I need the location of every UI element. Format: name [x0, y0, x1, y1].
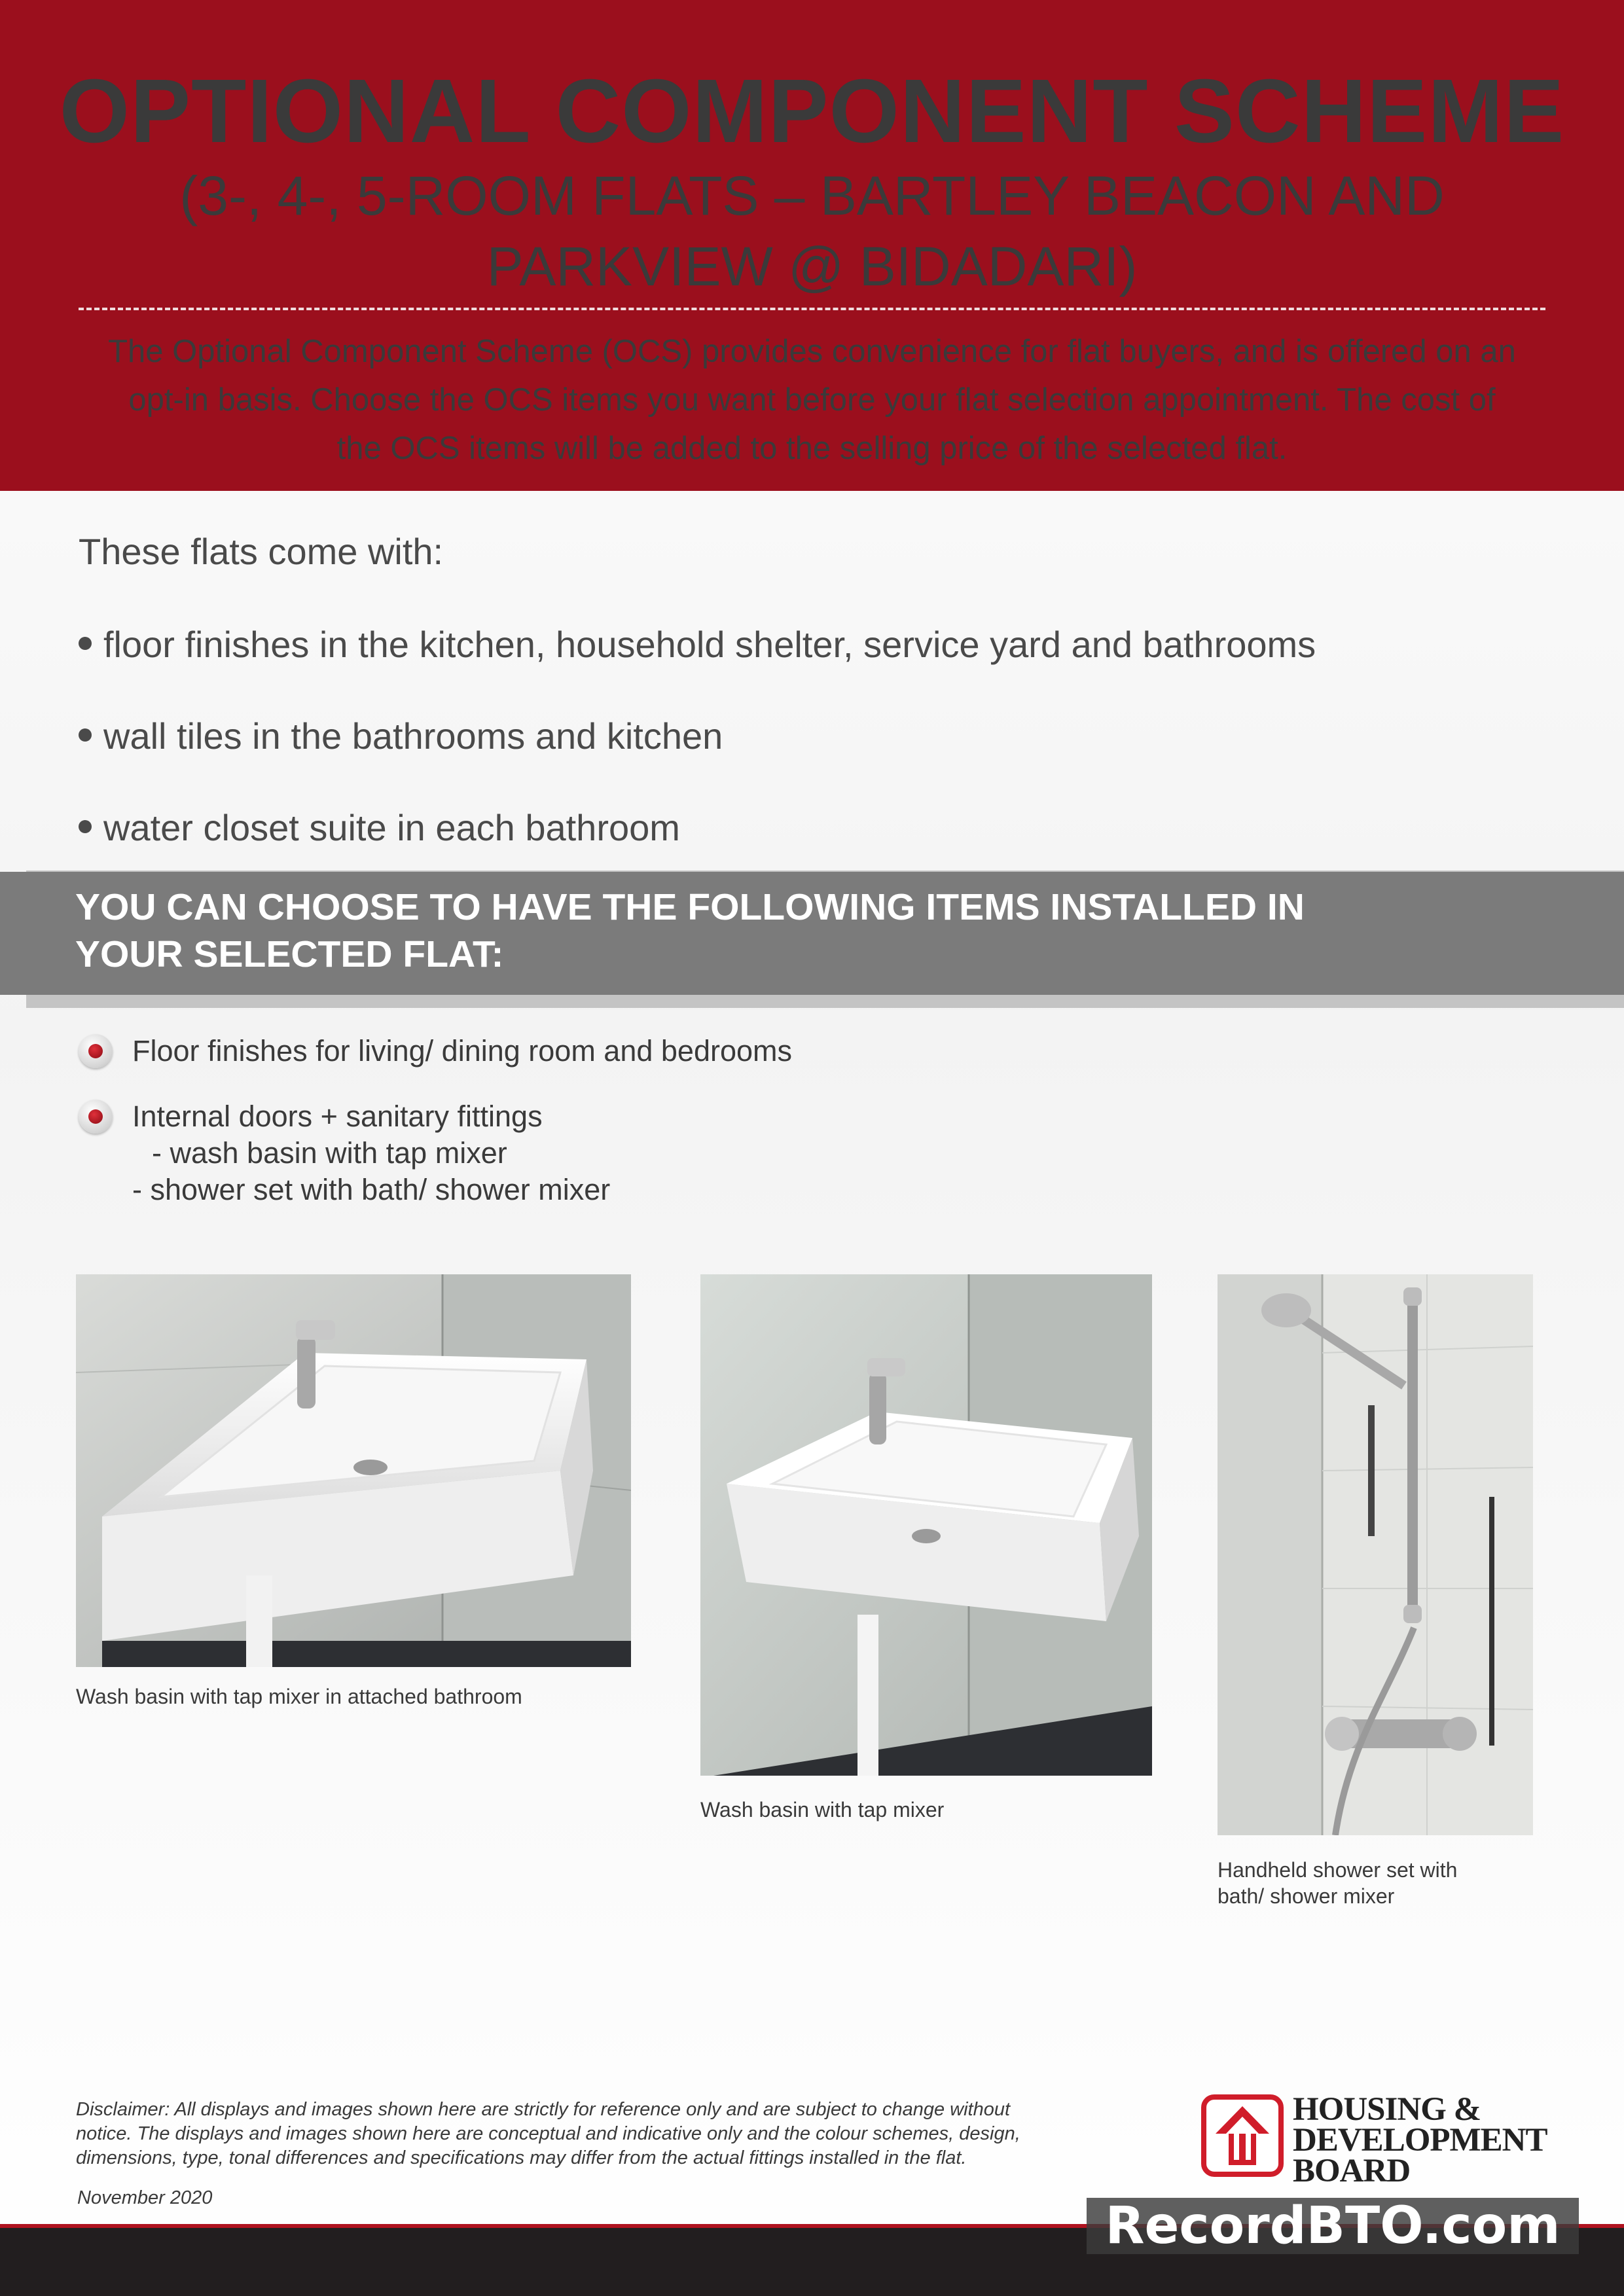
comes-with-item	[79, 622, 1316, 668]
photo-caption: Wash basin with tap mixer in attached bathroom	[76, 1685, 522, 1708]
photo-wash-basin	[700, 1274, 1152, 1776]
photo-wash-basin-attached-bathroom	[76, 1274, 631, 1667]
bullet-icon	[79, 820, 92, 833]
shower-set-illustration	[1218, 1274, 1533, 1835]
page-title: OPTIONAL COMPONENT SCHEME	[59, 61, 1565, 162]
photo-caption	[1218, 1857, 1457, 1909]
option-item-detail	[132, 1098, 610, 1208]
hdb-logo-line-3: BOARD	[1293, 2153, 1411, 2189]
hdb-house-logo-icon	[1201, 2094, 1284, 2177]
comes-with-item-text: water closet suite in each bathroom	[103, 807, 680, 848]
hdb-logo-line-1: HOUSING &	[1293, 2091, 1481, 2128]
disclaimer	[76, 2098, 1149, 2170]
wash-basin-illustration	[700, 1274, 1152, 1776]
radio-bullet-icon	[79, 1100, 113, 1134]
intro-line-2: opt-in basis. Choose the OCS items you want before your flat selection appointment. The cost of	[128, 382, 1496, 418]
watermark: RecordBTO.com	[1087, 2198, 1579, 2254]
intro-line-3: the OCS items will be added to the selling price of the selected flat.	[336, 431, 1288, 466]
wash-basin-illustration	[76, 1274, 631, 1667]
photo-caption-line-2: bath/ shower mixer	[1218, 1884, 1395, 1908]
disclaimer-line-1: Disclaimer: All displays and images shown here are strictly for reference only and are subject to change without	[76, 2099, 1011, 2120]
option-subitem: - shower set with bath/ shower mixer	[132, 1173, 611, 1206]
disclaimer-line-3: dimensions, type, tonal differences and specifications may differ from the actual fittings installed in the flat.	[76, 2147, 967, 2168]
bullet-icon	[79, 728, 92, 742]
publication-date: November 2020	[77, 2187, 213, 2208]
intro-paragraph	[72, 327, 1552, 473]
options-heading	[75, 884, 1450, 978]
comes-with-item-text: wall tiles in the bathrooms and kitchen	[103, 715, 723, 757]
hdb-logo-line-2: DEVELOPMENT	[1293, 2122, 1547, 2159]
page-subtitle	[0, 160, 1624, 302]
comes-with-item-text: floor finishes in the kitchen, household shelter, service yard and bathrooms	[103, 624, 1316, 665]
intro-line-1: The Optional Component Scheme (OCS) provides convenience for flat buyers, and is offered on an	[108, 334, 1516, 369]
comes-with-heading: These flats come with:	[79, 531, 444, 572]
option-item-doors-sanitary	[79, 1098, 995, 1210]
radio-bullet-icon	[79, 1034, 113, 1068]
subtitle-line-2: PARKVIEW @ BIDADARI)	[486, 236, 1138, 297]
dashed-divider	[79, 308, 1545, 310]
comes-with-item	[79, 805, 680, 851]
option-item-label: Internal doors + sanitary fittings	[132, 1100, 543, 1133]
comes-with-item	[79, 713, 723, 759]
photo-shower-set	[1218, 1274, 1533, 1835]
option-item-label: Floor finishes for living/ dining room and bedrooms	[132, 1034, 792, 1067]
options-heading-line-1: YOU CAN CHOOSE TO HAVE THE FOLLOWING ITEMS INSTALLED IN	[75, 886, 1305, 928]
photo-caption-line-1: Handheld shower set with	[1218, 1858, 1458, 1882]
option-subitem: - wash basin with tap mixer	[152, 1136, 507, 1170]
bullet-icon	[79, 637, 92, 650]
hdb-logo-text	[1293, 2091, 1547, 2189]
options-heading-line-2: YOUR SELECTED FLAT:	[75, 933, 504, 975]
disclaimer-line-2: notice. The displays and images shown here are conceptual and indicative only and the colour schemes, design,	[76, 2123, 1020, 2144]
subtitle-line-1: (3-, 4-, 5-ROOM FLATS – BARTLEY BEACON AND	[179, 165, 1445, 226]
photo-caption: Wash basin with tap mixer	[700, 1798, 945, 1821]
option-item-floor-finishes	[79, 1033, 995, 1072]
